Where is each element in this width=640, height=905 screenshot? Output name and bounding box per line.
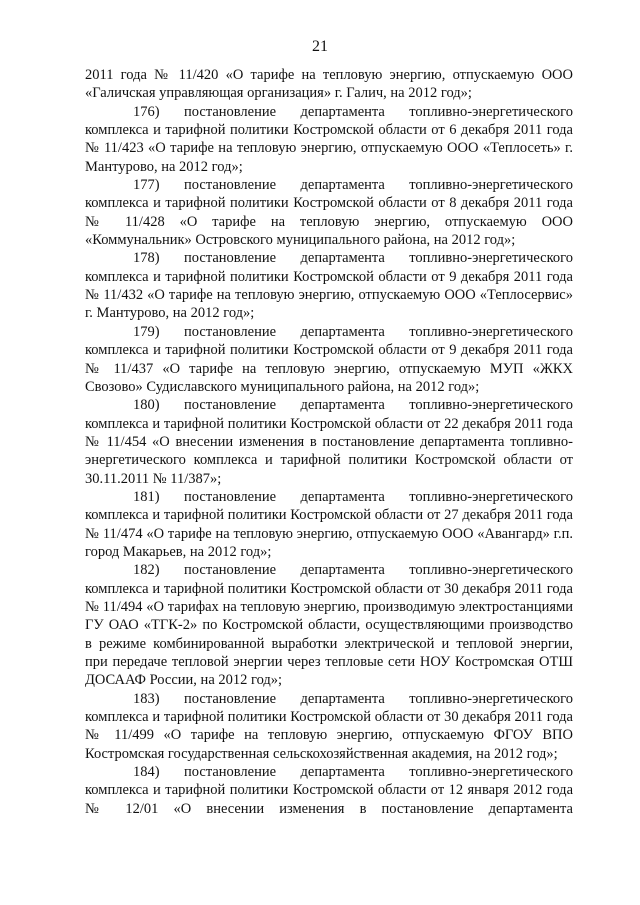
list-item-paragraph: 179) постановление департамента топливно-энергетического комплекса и тарифной политики Костромской области от 9 декабря 2011 года № 11/437 «О тарифе на тепловую энергию, отпускаемую МУП «ЖКХ Свозово» Судиславского муниципального района, на 2012 год»; xyxy=(85,323,573,395)
list-item-paragraph: 178) постановление департамента топливно-энергетического комплекса и тарифной политики Костромской области от 9 декабря 2011 года № 11/432 «О тарифе на тепловую энергию, отпускаемую ООО «Теплосервис» г. Мантурово, на 2012 год»; xyxy=(85,250,573,322)
list-item-paragraph: 182) постановление департамента топливно-энергетического комплекса и тарифной политики Костромской области от 30 декабря 2011 года № 11/494 «О тарифах на тепловую энергию, производимую электростанциями ГУ ОАО «ТГК-2» по Костромской области, осуществляющими производство в режиме комбинированной выработки электрической и тепловой энергии, при передаче тепловой энергии через тепловые сети НОУ Костромская ОТШ ДОСААФ России, на 2012 год»; xyxy=(85,562,573,689)
list-item-paragraph: 183) постановление департамента топливно-энергетического комплекса и тарифной политики Костромской области от 30 декабря 2011 года № 11/499 «О тарифе на тепловую энергию, отпускаемую ФГОУ ВПО Костромская государственная сельскохозяйственная академия, на 2012 год»; xyxy=(85,690,573,762)
list-item-paragraph: 2011 года № 11/420 «О тарифе на тепловую энергию, отпускаемую ООО «Галичская управляющая организация» г. Галич, на 2012 год»; xyxy=(85,67,573,102)
list-item-paragraph: 184) постановление департамента топливно-энергетического комплекса и тарифной политики Костромской области от 12 января 2012 года № 12/01 «О внесении изменения в постановление департамента xyxy=(85,764,573,817)
list-item-paragraph: 180) постановление департамента топливно-энергетического комплекса и тарифной политики Костромской области от 22 декабря 2011 года № 11/454 «О внесении изменения в постановление департамента топливно-энергетического комплекса и тарифной политики Костромской области от 30.11.2011 № 11/387»; xyxy=(85,397,573,487)
list-item-paragraph: 177) постановление департамента топливно-энергетического комплекса и тарифной политики Костромской области от 8 декабря 2011 года № 11/428 «О тарифе на тепловую энергию, отпускаемую ООО «Коммунальник» Островского муниципального района, на 2012 год»; xyxy=(85,177,573,249)
page-number: 21 xyxy=(312,38,328,55)
list-item-paragraph: 176) постановление департамента топливно-энергетического комплекса и тарифной политики Костромской области от 6 декабря 2011 года № 11/423 «О тарифе на тепловую энергию, отпускаемую ООО «Теплосеть» г. Мантурово, на 2012 год»; xyxy=(85,103,573,175)
list-item-paragraph: 181) постановление департамента топливно-энергетического комплекса и тарифной политики Костромской области от 27 декабря 2011 года № 11/474 «О тарифе на тепловую энергию, отпускаемую ООО «Авангард» г.п. город Макарьев, на 2012 год»; xyxy=(85,488,573,560)
document-body xyxy=(85,66,573,818)
